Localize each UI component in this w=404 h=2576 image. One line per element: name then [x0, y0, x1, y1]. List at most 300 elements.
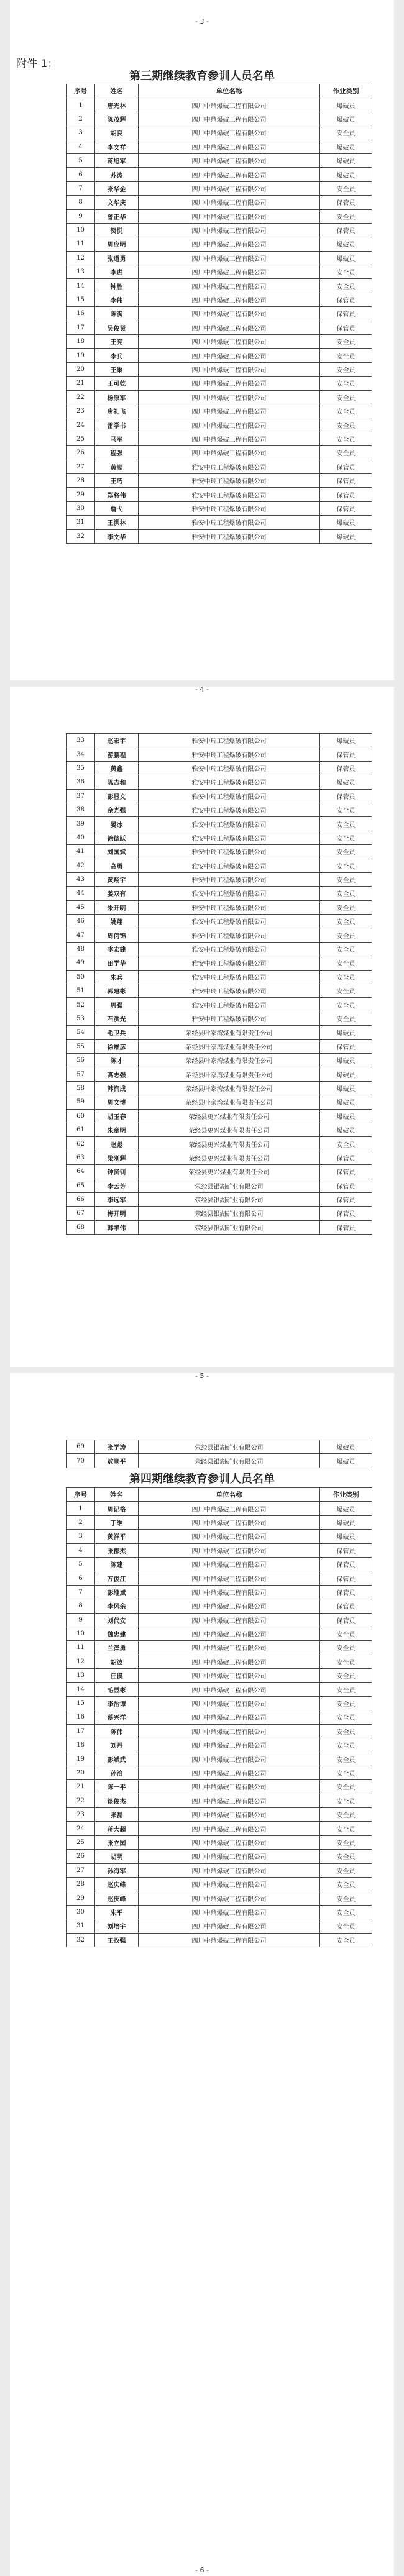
person-name: 赵庆峰	[95, 1891, 139, 1905]
row-number: 29	[67, 1891, 95, 1905]
col-header-category: 作业类别	[320, 84, 372, 98]
job-category: 爆破员	[320, 1440, 372, 1454]
row-number: 15	[67, 1696, 95, 1710]
roster-table-1	[66, 84, 372, 544]
table-row	[67, 942, 372, 956]
row-number: 22	[67, 1794, 95, 1807]
table-row	[67, 789, 372, 803]
job-category: 爆破员	[320, 112, 372, 126]
unit-name: 雅安中瑞工程爆破有限公司	[139, 956, 320, 970]
job-category: 保管员	[320, 321, 372, 334]
table-row	[67, 460, 372, 473]
unit-name: 四川中鼎爆破工程有限公司	[139, 209, 320, 223]
person-name: 胡良	[95, 126, 139, 140]
row-number: 39	[67, 817, 95, 831]
row-number: 42	[67, 859, 95, 872]
person-name: 蒋旭军	[95, 153, 139, 167]
table-row	[67, 1454, 372, 1468]
unit-name: 雅安中瑞工程爆破有限公司	[139, 501, 320, 515]
row-number: 55	[67, 1039, 95, 1053]
person-name: 毛显彬	[95, 1683, 139, 1696]
person-name: 张磊	[95, 1807, 139, 1821]
table-row	[67, 1543, 372, 1557]
row-number: 35	[67, 761, 95, 775]
job-category: 安全员	[320, 1012, 372, 1025]
page-3	[10, 0, 394, 680]
table-row	[67, 181, 372, 195]
job-category: 安全员	[320, 1863, 372, 1877]
job-category: 安全员	[320, 1933, 372, 1947]
job-category: 安全员	[320, 900, 372, 914]
person-name: 高勇	[95, 859, 139, 872]
row-number: 8	[67, 196, 95, 209]
row-number: 46	[67, 915, 95, 928]
table-row	[67, 1081, 372, 1095]
row-number: 44	[67, 887, 95, 900]
table-row	[67, 501, 372, 515]
job-category: 爆破员	[320, 1081, 372, 1095]
person-name: 敖顺平	[95, 1454, 139, 1468]
unit-name: 雅安中瑞工程爆破有限公司	[139, 473, 320, 487]
row-number: 4	[67, 140, 95, 153]
table-row	[67, 321, 372, 334]
unit-name: 四川中鼎爆破工程有限公司	[139, 418, 320, 432]
unit-name: 四川中鼎爆破工程有限公司	[139, 1515, 320, 1529]
person-name: 张华金	[95, 181, 139, 195]
row-number: 47	[67, 928, 95, 942]
job-category: 保管员	[320, 1151, 372, 1164]
unit-name: 荥经县叶家湾煤业有限责任公司	[139, 1081, 320, 1095]
person-name: 胡玉春	[95, 1109, 139, 1123]
row-number: 52	[67, 998, 95, 1012]
row-number: 6	[67, 168, 95, 181]
table-row	[67, 1530, 372, 1543]
job-category: 保管员	[320, 1543, 372, 1557]
job-category: 爆破员	[320, 1053, 372, 1067]
job-category: 安全员	[320, 928, 372, 942]
table-row	[67, 915, 372, 928]
unit-name: 荥经县叶家湾煤业有限责任公司	[139, 1053, 320, 1067]
person-name: 韩润成	[95, 1081, 139, 1095]
row-number: 61	[67, 1123, 95, 1136]
person-name: 陈伟	[95, 1724, 139, 1738]
unit-name: 四川中鼎爆破工程有限公司	[139, 335, 320, 349]
table-row	[67, 1571, 372, 1585]
unit-name: 四川中鼎爆破工程有限公司	[139, 1683, 320, 1696]
unit-name: 四川中鼎爆破工程有限公司	[139, 251, 320, 265]
row-number: 26	[67, 1850, 95, 1863]
col-header-no: 序号	[67, 1488, 95, 1502]
person-name: 彭继斌	[95, 1585, 139, 1599]
row-number: 15	[67, 293, 95, 306]
unit-name: 四川中鼎爆破工程有限公司	[139, 1933, 320, 1947]
table-row	[67, 1137, 372, 1151]
person-name: 万俊江	[95, 1571, 139, 1585]
unit-name: 荥经县银湖矿业有限公司	[139, 1192, 320, 1206]
table-title: 第四期继续教育参训人员名单	[129, 1473, 275, 1486]
table-row	[67, 126, 372, 140]
unit-name: 四川中鼎爆破工程有限公司	[139, 362, 320, 376]
job-category: 保管员	[320, 1192, 372, 1206]
unit-name: 荥经县更兴煤业有限责任公司	[139, 1137, 320, 1151]
unit-name: 四川中鼎爆破工程有限公司	[139, 446, 320, 460]
unit-name: 四川中鼎爆破工程有限公司	[139, 1807, 320, 1821]
row-number: 53	[67, 1012, 95, 1025]
row-number: 7	[67, 1585, 95, 1599]
job-category: 爆破员	[320, 1109, 372, 1123]
row-number: 2	[67, 1515, 95, 1529]
unit-name: 四川中鼎爆破工程有限公司	[139, 153, 320, 167]
job-category: 爆破员	[320, 1502, 372, 1515]
unit-name: 雅安中瑞工程爆破有限公司	[139, 516, 320, 529]
person-name: 刘国斌	[95, 845, 139, 859]
unit-name: 四川中鼎爆破工程有限公司	[139, 349, 320, 362]
table-row	[67, 1220, 372, 1234]
unit-name: 四川中鼎爆破工程有限公司	[139, 265, 320, 279]
person-name: 蔡兴洋	[95, 1710, 139, 1724]
person-name: 石洪光	[95, 1012, 139, 1025]
job-category: 安全员	[320, 1766, 372, 1779]
table-row	[67, 1891, 372, 1905]
unit-name: 四川中鼎爆破工程有限公司	[139, 1710, 320, 1724]
row-number: 36	[67, 775, 95, 789]
unit-name: 四川中鼎爆破工程有限公司	[139, 307, 320, 321]
person-name: 陈建	[95, 1557, 139, 1571]
unit-name: 雅安中瑞工程爆破有限公司	[139, 529, 320, 543]
table-row	[67, 831, 372, 844]
unit-name: 雅安中瑞工程爆破有限公司	[139, 915, 320, 928]
job-category: 爆破员	[320, 1530, 372, 1543]
row-number: 50	[67, 970, 95, 984]
table-row	[67, 1179, 372, 1192]
unit-name: 雅安中瑞工程爆破有限公司	[139, 942, 320, 956]
person-name: 徐德跃	[95, 831, 139, 844]
job-category: 保管员	[320, 223, 372, 237]
row-number: 63	[67, 1151, 95, 1164]
unit-name: 四川中鼎爆破工程有限公司	[139, 321, 320, 334]
job-category: 安全员	[320, 335, 372, 349]
unit-name: 四川中鼎爆破工程有限公司	[139, 1599, 320, 1613]
table-row	[67, 1724, 372, 1738]
job-category: 安全员	[320, 377, 372, 390]
person-name: 陈一平	[95, 1780, 139, 1794]
table-row	[67, 516, 372, 529]
row-number: 22	[67, 390, 95, 404]
job-category: 安全员	[320, 1696, 372, 1710]
row-number: 48	[67, 942, 95, 956]
unit-name: 雅安中瑞工程爆破有限公司	[139, 775, 320, 789]
row-number: 23	[67, 1807, 95, 1821]
row-number: 3	[67, 1530, 95, 1543]
unit-name: 雅安中瑞工程爆破有限公司	[139, 803, 320, 816]
person-name: 李文祥	[95, 140, 139, 153]
table-row	[67, 887, 372, 900]
row-number: 24	[67, 1822, 95, 1835]
unit-name: 雅安中瑞工程爆破有限公司	[139, 859, 320, 872]
person-name: 刘代安	[95, 1613, 139, 1627]
table-row	[67, 1095, 372, 1109]
unit-name: 四川中鼎爆破工程有限公司	[139, 98, 320, 112]
row-number: 28	[67, 1877, 95, 1891]
person-name: 姚翔	[95, 915, 139, 928]
person-name: 胡明	[95, 1850, 139, 1863]
unit-name: 四川中鼎爆破工程有限公司	[139, 1613, 320, 1627]
table-row	[67, 1822, 372, 1835]
person-name: 孙治	[95, 1766, 139, 1779]
person-name: 周记格	[95, 1502, 139, 1515]
unit-name: 荥经县银湖矿业有限公司	[139, 1220, 320, 1234]
person-name: 赵庆峰	[95, 1877, 139, 1891]
row-number: 16	[67, 307, 95, 321]
person-name: 贺悦	[95, 223, 139, 237]
person-name: 韩孝伟	[95, 1220, 139, 1234]
table-title: 第三期继续教育参训人员名单	[129, 70, 275, 83]
unit-name: 四川中鼎爆破工程有限公司	[139, 1794, 320, 1807]
row-number: 24	[67, 418, 95, 432]
job-category: 安全员	[320, 942, 372, 956]
person-name: 徐雄彦	[95, 1039, 139, 1053]
job-category: 安全员	[320, 1794, 372, 1807]
person-name: 周何锦	[95, 928, 139, 942]
job-category: 保管员	[320, 761, 372, 775]
job-category: 爆破员	[320, 98, 372, 112]
person-name: 赵彪	[95, 1137, 139, 1151]
unit-name: 雅安中瑞工程爆破有限公司	[139, 831, 320, 844]
job-category: 保管员	[320, 1207, 372, 1220]
row-number: 27	[67, 1863, 95, 1877]
row-number: 28	[67, 473, 95, 487]
unit-name: 四川中鼎爆破工程有限公司	[139, 1669, 320, 1683]
row-number: 54	[67, 1026, 95, 1039]
person-name: 黄祥平	[95, 1530, 139, 1543]
job-category: 安全员	[320, 181, 372, 195]
job-category: 安全员	[320, 1850, 372, 1863]
table-row	[67, 998, 372, 1012]
unit-name: 雅安中瑞工程爆破有限公司	[139, 872, 320, 886]
job-category: 安全员	[320, 1724, 372, 1738]
unit-name: 雅安中瑞工程爆破有限公司	[139, 887, 320, 900]
page-4	[10, 687, 394, 1367]
row-number: 19	[67, 1752, 95, 1766]
row-number: 65	[67, 1179, 95, 1192]
person-name: 郑将伟	[95, 488, 139, 501]
job-category: 保管员	[320, 460, 372, 473]
job-category: 爆破员	[320, 1454, 372, 1468]
person-name: 张郡杰	[95, 1543, 139, 1557]
row-number: 12	[67, 251, 95, 265]
table-row	[67, 1613, 372, 1627]
row-number: 70	[67, 1454, 95, 1468]
row-number: 1	[67, 1502, 95, 1515]
unit-name: 四川中鼎爆破工程有限公司	[139, 377, 320, 390]
person-name: 朱兵	[95, 970, 139, 984]
job-category: 安全员	[320, 859, 372, 872]
table-row	[67, 1123, 372, 1136]
unit-name: 四川中鼎爆破工程有限公司	[139, 1850, 320, 1863]
row-number: 69	[67, 1440, 95, 1454]
page-number: - 4 -	[195, 687, 209, 693]
row-number: 11	[67, 237, 95, 251]
job-category: 安全员	[320, 126, 372, 140]
unit-name: 雅安中瑞工程爆破有限公司	[139, 970, 320, 984]
row-number: 16	[67, 1710, 95, 1724]
row-number: 18	[67, 1738, 95, 1752]
row-number: 20	[67, 362, 95, 376]
table-row	[67, 251, 372, 265]
person-name: 兰泽勇	[95, 1641, 139, 1655]
unit-name: 四川中鼎爆破工程有限公司	[139, 1696, 320, 1710]
table-row	[67, 196, 372, 209]
table-row	[67, 418, 372, 432]
table-row	[67, 1151, 372, 1164]
row-number: 3	[67, 126, 95, 140]
unit-name: 四川中鼎爆破工程有限公司	[139, 1585, 320, 1599]
job-category: 保管员	[320, 293, 372, 306]
unit-name: 荥经县叶家湾煤业有限责任公司	[139, 1095, 320, 1109]
person-name: 李宏建	[95, 942, 139, 956]
table-row	[67, 293, 372, 306]
table-row	[67, 845, 372, 859]
job-category: 爆破员	[320, 516, 372, 529]
person-name: 杨原军	[95, 390, 139, 404]
table-row	[67, 98, 372, 112]
table-header-row	[67, 1488, 372, 1502]
job-category: 爆破员	[320, 251, 372, 265]
unit-name: 荥经县银湖矿业有限公司	[139, 1440, 320, 1454]
row-number: 56	[67, 1053, 95, 1067]
row-number: 29	[67, 488, 95, 501]
job-category: 爆破员	[320, 1026, 372, 1039]
unit-name: 雅安中瑞工程爆破有限公司	[139, 761, 320, 775]
job-category: 安全员	[320, 831, 372, 844]
person-name: 文华庆	[95, 196, 139, 209]
table-row	[67, 761, 372, 775]
row-number: 64	[67, 1165, 95, 1179]
unit-name: 四川中鼎爆破工程有限公司	[139, 404, 320, 418]
row-number: 9	[67, 1613, 95, 1627]
table-row	[67, 1655, 372, 1668]
unit-name: 荥经县银湖矿业有限公司	[139, 1207, 320, 1220]
job-category: 保管员	[320, 488, 372, 501]
row-number: 17	[67, 1724, 95, 1738]
unit-name: 四川中鼎爆破工程有限公司	[139, 279, 320, 293]
unit-name: 四川中鼎爆破工程有限公司	[139, 126, 320, 140]
table-row	[67, 223, 372, 237]
person-name: 赵宏宇	[95, 734, 139, 747]
table-row	[67, 1738, 372, 1752]
table-row	[67, 335, 372, 349]
table-row	[67, 1780, 372, 1794]
row-number: 37	[67, 789, 95, 803]
job-category: 安全员	[320, 1919, 372, 1933]
unit-name: 雅安中瑞工程爆破有限公司	[139, 789, 320, 803]
row-number: 59	[67, 1095, 95, 1109]
table-row	[67, 1599, 372, 1613]
person-name: 黄鑫	[95, 761, 139, 775]
person-name: 钟胜	[95, 279, 139, 293]
unit-name: 四川中鼎爆破工程有限公司	[139, 223, 320, 237]
job-category: 保管员	[320, 1571, 372, 1585]
person-name: 唐礼飞	[95, 404, 139, 418]
table-row	[67, 153, 372, 167]
row-number: 67	[67, 1207, 95, 1220]
job-category: 安全员	[320, 349, 372, 362]
unit-name: 四川中鼎爆破工程有限公司	[139, 1502, 320, 1515]
row-number: 2	[67, 112, 95, 126]
person-name: 王洪林	[95, 516, 139, 529]
table-row	[67, 859, 372, 872]
table-row	[67, 1515, 372, 1529]
unit-name: 四川中鼎爆破工程有限公司	[139, 1557, 320, 1571]
table-row	[67, 1440, 372, 1454]
unit-name: 四川中鼎爆破工程有限公司	[139, 1822, 320, 1835]
unit-name: 雅安中瑞工程爆破有限公司	[139, 817, 320, 831]
table-row	[67, 1641, 372, 1655]
unit-name: 四川中鼎爆破工程有限公司	[139, 1835, 320, 1849]
unit-name: 四川中鼎爆破工程有限公司	[139, 1905, 320, 1919]
person-name: 游鹏程	[95, 747, 139, 761]
job-category: 保管员	[320, 1557, 372, 1571]
person-name: 梁刚辉	[95, 1151, 139, 1164]
table-row	[67, 377, 372, 390]
job-category: 安全员	[320, 418, 372, 432]
row-number: 13	[67, 1669, 95, 1683]
job-category: 保管员	[320, 789, 372, 803]
job-category: 安全员	[320, 404, 372, 418]
unit-name: 荥经县更兴煤业有限责任公司	[139, 1109, 320, 1123]
unit-name: 四川中鼎爆破工程有限公司	[139, 140, 320, 153]
table-row	[67, 265, 372, 279]
row-number: 17	[67, 321, 95, 334]
table-row	[67, 734, 372, 747]
person-name: 蒋大超	[95, 1822, 139, 1835]
col-header-name: 姓名	[95, 1488, 139, 1502]
job-category: 安全员	[320, 1835, 372, 1849]
person-name: 张立国	[95, 1835, 139, 1849]
person-name: 魏忠建	[95, 1627, 139, 1640]
row-number: 31	[67, 1919, 95, 1933]
table-row	[67, 237, 372, 251]
col-header-no: 序号	[67, 84, 95, 98]
table-row	[67, 1585, 372, 1599]
person-name: 周应明	[95, 237, 139, 251]
table-row	[67, 1627, 372, 1640]
unit-name: 雅安中瑞工程爆破有限公司	[139, 1012, 320, 1025]
person-name: 朱章明	[95, 1123, 139, 1136]
unit-name: 四川中鼎爆破工程有限公司	[139, 1891, 320, 1905]
job-category: 爆破员	[320, 1067, 372, 1081]
table-row	[67, 1794, 372, 1807]
row-number: 4	[67, 1543, 95, 1557]
person-name: 陈满	[95, 307, 139, 321]
row-number: 32	[67, 529, 95, 543]
table-row	[67, 362, 372, 376]
row-number: 20	[67, 1766, 95, 1779]
table-row	[67, 432, 372, 445]
job-category: 爆破员	[320, 775, 372, 789]
row-number: 25	[67, 1835, 95, 1849]
job-category: 安全员	[320, 1137, 372, 1151]
person-name: 李远军	[95, 1192, 139, 1206]
job-category: 保管员	[320, 473, 372, 487]
table-row	[67, 1807, 372, 1821]
row-number: 49	[67, 956, 95, 970]
job-category: 安全员	[320, 1752, 372, 1766]
job-category: 保管员	[320, 307, 372, 321]
person-name: 李伟	[95, 293, 139, 306]
job-category: 安全员	[320, 1683, 372, 1696]
job-category: 安全员	[320, 279, 372, 293]
